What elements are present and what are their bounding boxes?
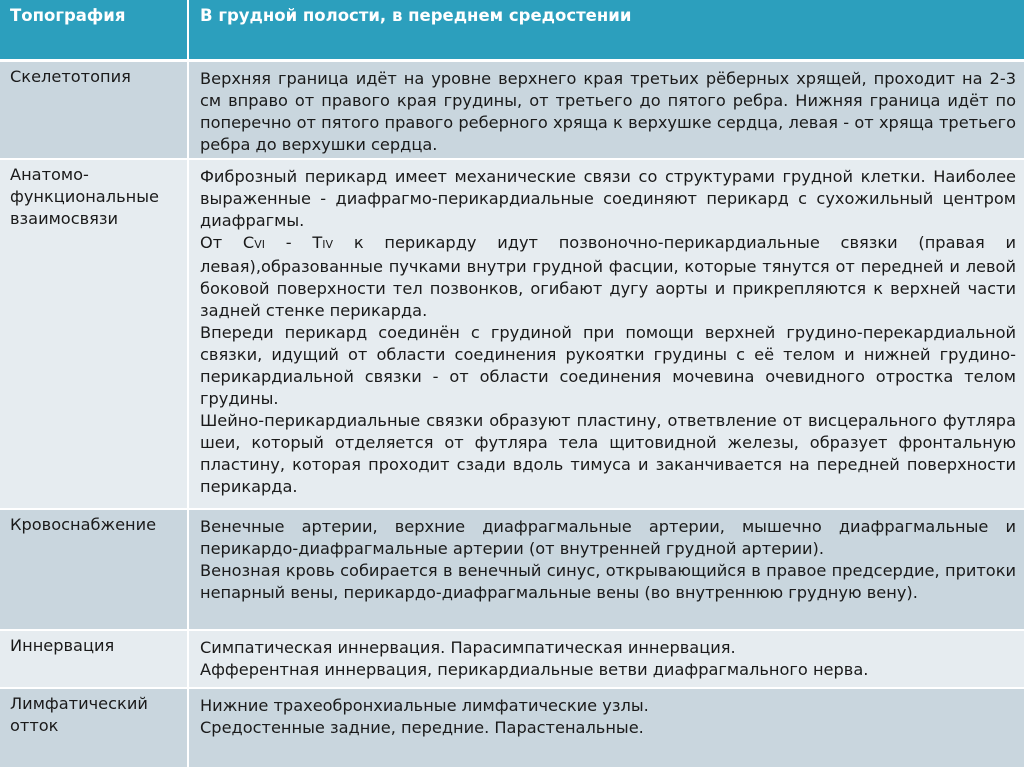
table-row-anatomical-relations <box>0 160 1024 510</box>
text-segment: к перикарду идут позвоночно-перикардиальные связки (правая и левая),образованные пучками внутри грудной фасции, которые тянутся от передней и левой боковой поверхности тел позвонков, огибают дугу аорты и прикрепляются к верхней части задней стенке перикарда. <box>200 233 1016 320</box>
paragraph: Афферентная иннервация, перикардиальные ветви диафрагмального нерва. <box>200 660 869 679</box>
text-segment: От С <box>200 233 255 252</box>
text-segment: - Т <box>265 233 323 252</box>
row-label: Лимфатический отток <box>10 694 148 735</box>
paragraph: Шейно-перикардиальные связки образуют пластину, ответвление от висцерального футляра шеи, который отделяется от футляра тела щитовидной железы, образует фронтальную пластину, которая проходит сзади вдоль тимуса и заканчивается на передней поверхности перикарда. <box>200 411 1016 496</box>
row-label: Иннервация <box>10 636 115 655</box>
header-topography: Топография <box>10 6 126 25</box>
table-row-lymph-drainage <box>0 689 1024 767</box>
table-row-innervation <box>0 631 1024 689</box>
paragraph: Симпатическая иннервация. Парасимпатическая иннервация. <box>200 638 736 657</box>
row-label: Скелетотопия <box>10 67 131 86</box>
paragraph: Средостенные задние, передние. Парастенальные. <box>200 718 644 737</box>
row-label: Анатомо-функциональные взаимосвязи <box>10 165 159 228</box>
row-content <box>189 689 1024 767</box>
paragraph: Венечные артерии, верхние диафрагмальные артерии, мышечно диафрагмальные и перикардо-диафрагмальные артерии (от внутренней грудной артерии). <box>200 517 1016 558</box>
paragraph: Венозная кровь собирается в венечный синус, открывающийся в правое предсердие, притоки непарный вены, перикардо-диафрагмальные вены (во внутреннюю грудную вену). <box>200 561 1016 602</box>
header-location: В грудной полости, в переднем средостении <box>200 6 632 25</box>
row-label: Кровоснабжение <box>10 515 157 534</box>
vertebra-index: IV <box>322 238 334 251</box>
paragraph: Верхняя граница идёт на уровне верхнего края третьих рёберных хрящей, проходит на 2-3 см вправо от правого края грудины, от третьего до пятого ребра. Нижняя граница идёт по поперечно от пятого правого реберного хряща к верхушке сердца, левая - от хряща третьего ребра до верхушки сердца. <box>200 69 1016 154</box>
paragraph: Нижние трахеобронхиальные лимфатические узлы. <box>200 696 649 715</box>
table-row-blood-supply <box>0 510 1024 631</box>
row-content <box>189 62 1024 158</box>
paragraph: Фиброзный перикард имеет механические связи со структурами грудной клетки. Наиболее выраженные - диафрагмо-перикардиальные соединяют перикард с сухожильный центром диафрагмы. <box>200 167 1016 230</box>
row-content <box>189 631 1024 687</box>
vertebra-index: VI <box>254 238 266 251</box>
row-content <box>189 160 1024 508</box>
table-row-skeletotopy <box>0 62 1024 160</box>
table-header-row <box>0 0 1024 62</box>
row-content <box>189 510 1024 629</box>
paragraph: Впереди перикард соединён с грудиной при помощи верхней грудино-перекардиальной связки, идущий от области соединения рукоятки грудины с её телом и нижней грудино-перикардиальной связки - от области соединения мочевина очевидного отростка телом грудины. <box>200 323 1016 408</box>
paragraph-ligaments <box>200 232 1016 322</box>
